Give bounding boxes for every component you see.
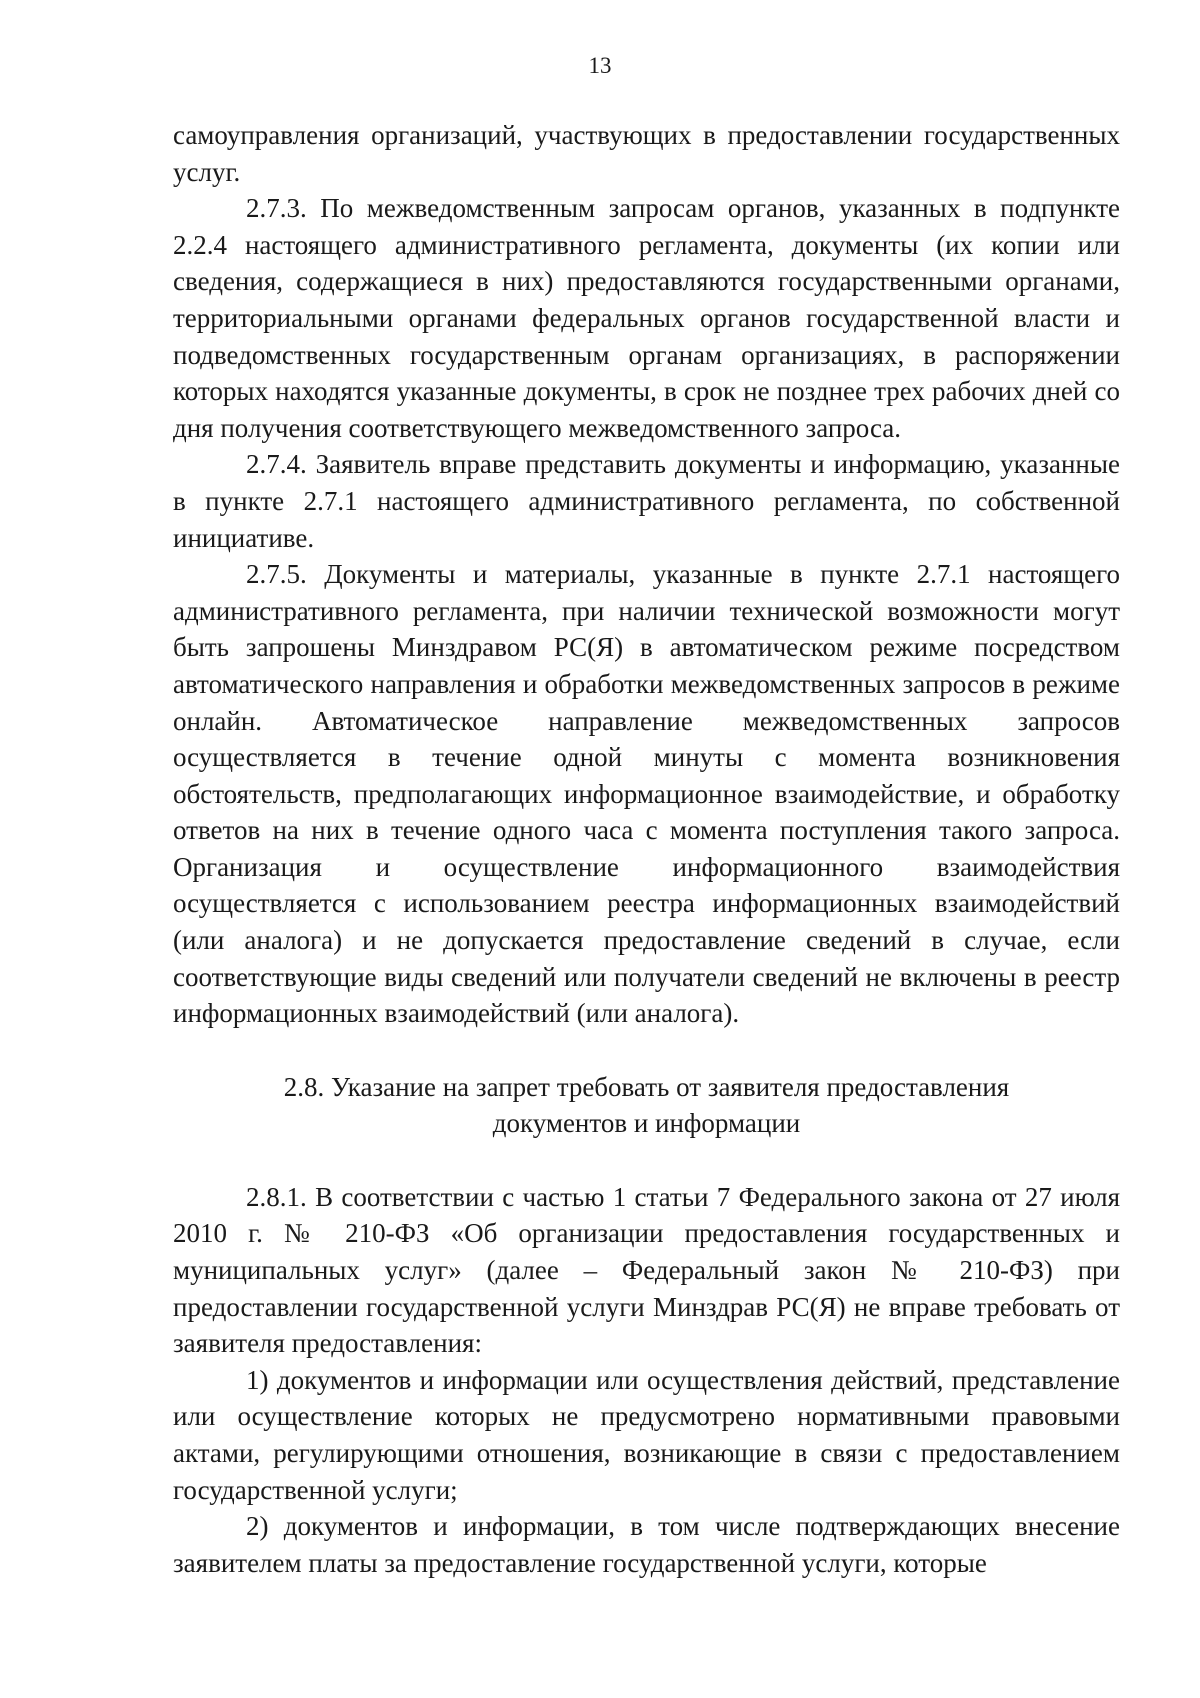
paragraph-2-7-4: 2.7.4. Заявитель вправе представить документы и информацию, указанные в пункте 2.7.1 настоящего административного регламента, по собственной инициативе. <box>173 449 1120 553</box>
paragraph-continuation: самоуправления организаций, участвующих в предоставлении государственных услуг. <box>173 120 1120 187</box>
page-number: 13 <box>588 53 612 78</box>
section-heading-2-8 <box>173 1069 1120 1141</box>
document-body <box>173 117 1120 1581</box>
list-item-2: 2) документов и информации, в том числе подтверждающих внесение заявителем платы за предоставление государственной услуги, которые <box>173 1511 1120 1578</box>
paragraph-2-7-3: 2.7.3. По межведомственным запросам органов, указанных в подпункте 2.2.4 настоящего административного регламента, документы (их копии или сведения, содержащиеся в них) предоставляются государственными органами, территориальными органами федеральных органов государственной власти и подведомственных государственным органам организациях, в распоряжении которых находятся указанные документы, в срок не позднее трех рабочих дней со дня получения соответствующего межведомственного запроса. <box>173 193 1120 443</box>
section-heading-line-2: документов и информации <box>492 1107 801 1138</box>
section-heading-line-1: 2.8. Указание на запрет требовать от заявителя предоставления <box>283 1071 1010 1102</box>
paragraph-2-8-1: 2.8.1. В соответствии с частью 1 статьи 7 Федерального закона от 27 июля 2010 г. № 210-ФЗ «Об организации предоставления государственных и муниципальных услуг» (далее – Федеральный закон № 210-ФЗ) при предоставлении государственной услуги Минздрав РС(Я) не вправе требовать от заявителя предоставления: <box>173 1181 1120 1359</box>
paragraph-2-7-5: 2.7.5. Документы и материалы, указанные в пункте 2.7.1 настоящего административного регламента, при наличии технической возможности могут быть запрошены Минздравом РС(Я) в автоматическом режиме посредством автоматического направления и обработки межведомственных запросов в режиме онлайн. Автоматическое направление межведомственных запросов осуществляется в течение одной минуты с момента возникновения обстоятельств, предполагающих информационное взаимодействие, и обработку ответов на них в течение одного часа с момента поступления такого запроса. Организация и осуществление информационного взаимодействия осуществляется с использованием реестра информационных взаимодействий (или аналога) и не допускается предоставление сведений в случае, если соответствующие виды сведений или получатели сведений не включены в реестр информационных взаимодействий (или аналога). <box>173 559 1120 1029</box>
list-item-1: 1) документов и информации или осуществления действий, представление или осуществление которых не предусмотрено нормативными правовыми актами, регулирующими отношения, возникающие в связи с предоставлением государственной услуги; <box>173 1364 1120 1505</box>
